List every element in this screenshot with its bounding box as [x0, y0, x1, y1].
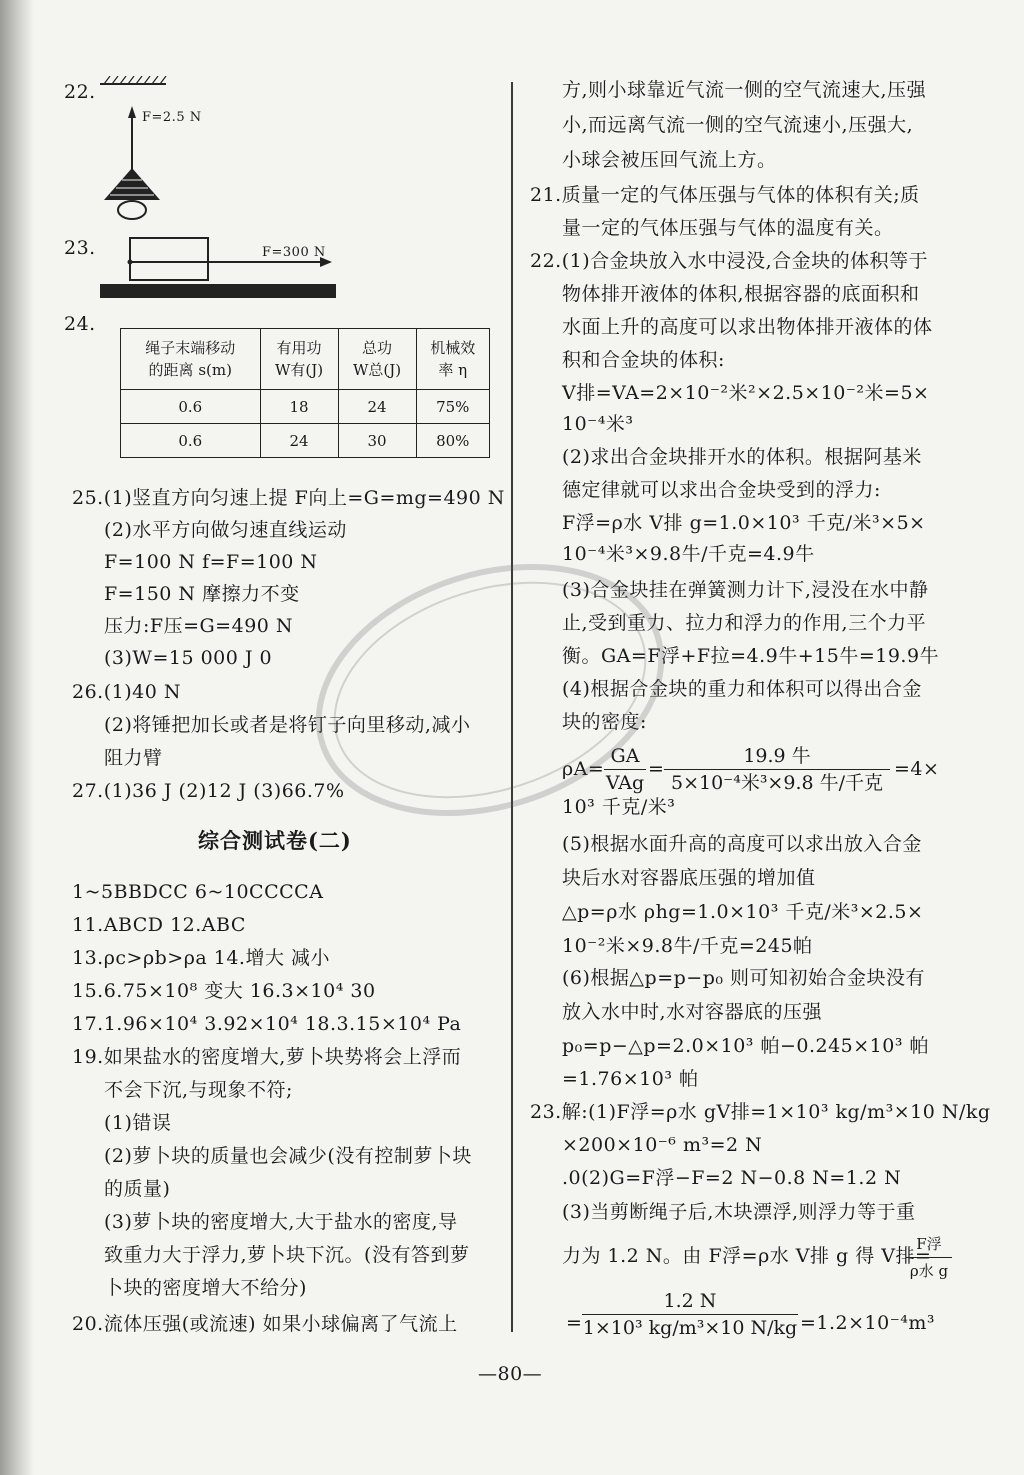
- answer-line: 止,受到重力、拉力和浮力的作用,三个力平: [562, 612, 927, 634]
- answer-line: (2)萝卜块的质量也会减少(没有控制萝卜块: [104, 1145, 472, 1167]
- fraction-bar: [582, 1314, 798, 1315]
- answer-line: 方,则小球靠近气流一侧的空气流速大,压强: [562, 79, 927, 101]
- fraction-denominator: 1×10³ kg/m³×10 N/kg: [582, 1317, 798, 1339]
- table-row: [121, 424, 490, 458]
- equals-sign: =: [648, 758, 665, 780]
- density-continuation: 10³ 千克/米³: [562, 796, 676, 818]
- table-cell: 18: [260, 390, 338, 424]
- answer-line: (2)求出合金块排开水的体积。根据阿基米: [562, 446, 922, 468]
- q27-line: 27.(1)36 J (2)12 J (3)66.7%: [72, 780, 345, 802]
- answer-line: 13.ρc>ρb>ρa 14.增大 减小: [72, 947, 330, 969]
- scanned-page-edge: [0, 0, 34, 1475]
- answer-line: 放入水中时,水对容器底的压强: [562, 1001, 823, 1023]
- volume-fraction: [906, 1232, 952, 1283]
- q25-line: (3)W=15 000 J 0: [104, 647, 273, 669]
- table-row: [121, 390, 490, 424]
- section-title: 综合测试卷(二): [198, 828, 352, 853]
- fraction-denominator: ρ水 g: [909, 1262, 949, 1280]
- answer-line: 不会下沉,与现象不符;: [104, 1079, 293, 1101]
- final-rhs: =1.2×10⁻⁴m³: [800, 1312, 936, 1334]
- density-fraction-1: [604, 744, 646, 795]
- answer-line: 的质量): [104, 1178, 171, 1200]
- q25-line: F=100 N f=F=100 N: [104, 551, 318, 573]
- q26-line: 阻力臂: [104, 747, 163, 769]
- answer-line: 10⁻²米×9.8牛/千克=245帕: [562, 935, 813, 957]
- answer-line: p₀=p−△p=2.0×10³ 帕−0.245×10³ 帕: [562, 1035, 930, 1057]
- column-divider: [511, 82, 513, 1332]
- answer-line: ×200×10⁻⁶ m³=2 N: [562, 1134, 763, 1156]
- answer-line: 小球会被压回气流上方。: [562, 149, 777, 171]
- table-header-cell: 有用功 W有(J): [260, 329, 338, 390]
- q24-label: 24.: [64, 313, 96, 335]
- answer-line: .0(2)G=F浮−F=2 N−0.8 N=1.2 N: [562, 1167, 902, 1189]
- answer-line: F浮=ρ水 V排 g=1.0×10³ 千克/米³×5×: [562, 512, 926, 534]
- answer-line: 10⁻⁴米³×9.8牛/千克=4.9牛: [562, 543, 815, 565]
- answer-line: (3)合金块挂在弹簧测力计下,浸没在水中静: [562, 579, 929, 601]
- table-cell: 0.6: [121, 424, 261, 458]
- answer-line: (3)萝卜块的密度增大,大于盐水的密度,导: [104, 1211, 458, 1233]
- density-lhs: ρA=: [562, 758, 605, 780]
- answer-line: 衡。GA=F浮+F拉=4.9牛+15牛=19.9牛: [562, 645, 940, 667]
- answer-line: 20.流体压强(或流速) 如果小球偏离了气流上: [72, 1313, 458, 1335]
- table-header-cell: 总功 W总(J): [338, 329, 416, 390]
- density-fraction-2: [664, 744, 890, 795]
- answer-line: 小,而远离气流一侧的空气流速小,压强大,: [562, 114, 914, 136]
- answer-line: 11.ABCD 12.ABC: [72, 914, 246, 936]
- q26-line: 26.(1)40 N: [72, 681, 181, 703]
- q25-line: (2)水平方向做匀速直线运动: [104, 519, 347, 541]
- answer-line: =1.76×10³ 帕: [562, 1068, 699, 1090]
- q25-line: F=150 N 摩擦力不变: [104, 583, 300, 605]
- fraction-numerator: 1.2 N: [663, 1290, 717, 1312]
- answer-line: 块后水对容器底压强的增加值: [562, 867, 816, 889]
- q25-line: 25.(1)竖直方向匀速上提 F向上=G=mg=490 N: [72, 487, 505, 509]
- answer-line: 22.(1)合金块放入水中浸没,合金块的体积等于: [530, 250, 929, 272]
- answer-line: 积和合金块的体积:: [562, 349, 725, 371]
- answer-line: 10⁻⁴米³: [562, 413, 634, 435]
- answer-line: 17.1.96×10⁴ 3.92×10⁴ 18.3.15×10⁴ Pa: [72, 1013, 462, 1035]
- answer-line: (6)根据△p=p−p₀ 则可知初始合金块没有: [562, 967, 926, 989]
- answer-line: 德定律就可以求出合金块受到的浮力:: [562, 479, 881, 501]
- answer-line: (5)根据水面升高的高度可以求出放入合金: [562, 833, 922, 855]
- fraction-numerator: 19.9 牛: [743, 745, 811, 767]
- answer-line: 力为 1.2 N。由 F浮=ρ水 V排 g 得 V排=: [562, 1245, 932, 1267]
- table-header-cell: 机械效 率 η: [416, 329, 489, 390]
- answer-line: 15.6.75×10⁸ 变大 16.3×10⁴ 30: [72, 980, 376, 1002]
- answer-line: △p=ρ水 ρhg=1.0×10³ 千克/米³×2.5×: [562, 901, 924, 923]
- table-cell: 75%: [416, 390, 489, 424]
- efficiency-table: [120, 328, 490, 458]
- fraction-bar: [604, 769, 646, 770]
- fraction-bar: [906, 1257, 952, 1258]
- answer-line: 19.如果盐水的密度增大,萝卜块势将会上浮而: [72, 1046, 462, 1068]
- table-header-cell: 绳子末端移动 的距离 s(m): [121, 329, 261, 390]
- fraction-numerator: F浮: [916, 1235, 942, 1253]
- answer-line: 卜块的密度增大不给分): [104, 1277, 307, 1299]
- q22-label: 22.: [64, 81, 96, 103]
- answer-line: 块的密度:: [562, 711, 647, 733]
- answer-line: 物体排开液体的体积,根据容器的底面积和: [562, 283, 920, 305]
- table-header-row: [121, 329, 490, 390]
- q23-label: 23.: [64, 237, 96, 259]
- answer-line: (1)错误: [104, 1112, 172, 1134]
- q23-force-label: F=300 N: [262, 245, 326, 260]
- answer-line: 水面上升的高度可以求出物体排开液体的体: [562, 316, 933, 338]
- answer-line: 1~5BBDCC 6~10CCCCA: [72, 881, 324, 903]
- answer-line: 23.解:(1)F浮=ρ水 gV排=1×10³ kg/m³×10 N/kg: [530, 1101, 991, 1123]
- table-cell: 30: [338, 424, 416, 458]
- final-fraction: [582, 1289, 798, 1340]
- answer-line: 致重力大于浮力,萝卜块下沉。(没有答到萝: [104, 1244, 470, 1266]
- q26-line: (2)将锤把加长或者是将钉子向里移动,减小: [104, 714, 471, 736]
- q22-force-label: F=2.5 N: [142, 110, 202, 125]
- answer-line: (4)根据合金块的重力和体积可以得出合金: [562, 678, 922, 700]
- density-rhs: =4×: [894, 758, 940, 780]
- answer-line: V排=VA=2×10⁻²米²×2.5×10⁻²米=5×: [562, 382, 930, 404]
- q22-force-diagram: [96, 76, 216, 226]
- answer-line: (3)当剪断绳子后,木块漂浮,则浮力等于重: [562, 1201, 916, 1223]
- answer-line: 21.质量一定的气体压强与气体的体积有关;质: [530, 184, 920, 206]
- final-lhs: =: [566, 1312, 583, 1334]
- fraction-numerator: GA: [610, 745, 640, 767]
- table-cell: 24: [338, 390, 416, 424]
- fraction-denominator: VAg: [605, 772, 645, 794]
- answer-line: 量一定的气体压强与气体的温度有关。: [562, 217, 894, 239]
- table-cell: 80%: [416, 424, 489, 458]
- page-number: —80—: [478, 1363, 543, 1385]
- fraction-denominator: 5×10⁻⁴米³×9.8 牛/千克: [670, 772, 884, 794]
- table-cell: 24: [260, 424, 338, 458]
- q25-line: 压力:F压=G=490 N: [104, 615, 294, 637]
- table-cell: 0.6: [121, 390, 261, 424]
- fraction-bar: [664, 769, 890, 770]
